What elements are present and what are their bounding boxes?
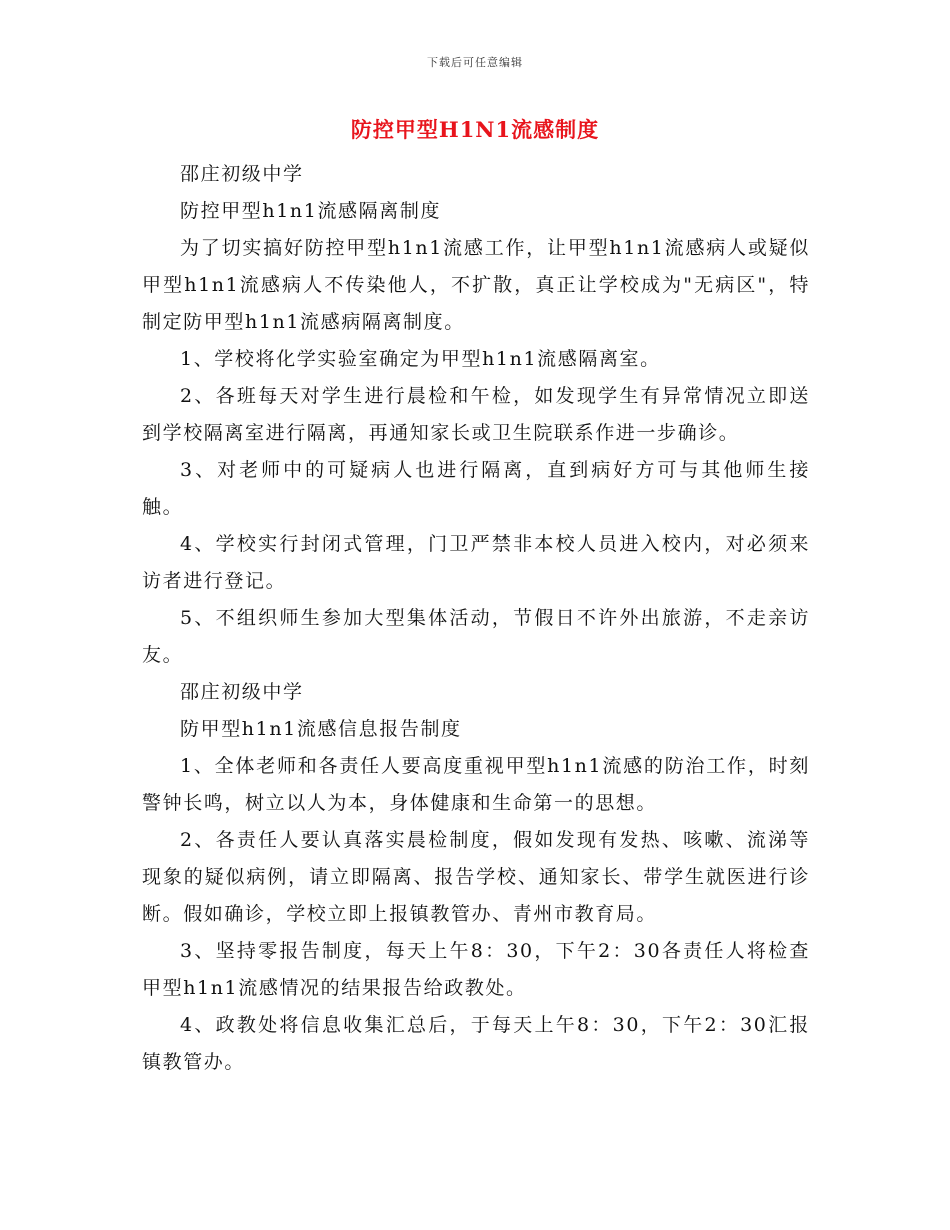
rule-item: 3、坚持零报告制度，每天上午8：30，下午2：30各责任人将检查甲型h1n1流感情况的结果报告给政教处。: [142, 940, 810, 999]
rule-item: 1、全体老师和各责任人要高度重视甲型h1n1流感的防治工作，时刻警钟长鸣，树立以人为本，身体健康和生命第一的思想。: [142, 755, 810, 814]
document-title: 防控甲型H1N1流感制度: [350, 117, 600, 142]
rule-item: 4、学校实行封闭式管理，门卫严禁非本校人员进入校内，对必须来访者进行登记。: [142, 533, 810, 592]
section-title-isolation: 防控甲型h1n1流感隔离制度: [180, 200, 442, 222]
school-name: 邵庄初级中学: [180, 681, 304, 703]
rule-item: 4、政教处将信息收集汇总后，于每天上午8：30，下午2：30汇报镇教管办。: [142, 1014, 810, 1073]
rule-item: 3、对老师中的可疑病人也进行隔离，直到病好方可与其他师生接触。: [142, 459, 810, 518]
document-body: [142, 156, 810, 1081]
paragraph: 为了切实搞好防控甲型h1n1流感工作，让甲型h1n1流感病人或疑似甲型h1n1流感病人不传染他人，不扩散，真正让学校成为"无病区"，特制定防甲型h1n1流感病隔离制度。: [142, 237, 810, 333]
rule-item: 5、不组织师生参加大型集体活动，节假日不许外出旅游，不走亲访友。: [142, 607, 810, 666]
rule-item: 2、各班每天对学生进行晨检和午检，如发现学生有异常情况立即送到学校隔离室进行隔离，再通知家长或卫生院联系作进一步确诊。: [142, 385, 810, 444]
school-name: 邵庄初级中学: [180, 163, 304, 185]
rule-item: 1、学校将化学实验室确定为甲型h1n1流感隔离室。: [180, 348, 661, 370]
page-header-note: 下载后可任意编辑: [427, 56, 523, 69]
rule-item: 2、各责任人要认真落实晨检制度，假如发现有发热、咳嗽、流涕等现象的疑似病例，请立即隔离、报告学校、通知家长、带学生就医进行诊断。假如确诊，学校立即上报镇教管办、青州市教育局。: [142, 829, 810, 925]
section-title-reporting: 防甲型h1n1流感信息报告制度: [180, 718, 462, 740]
